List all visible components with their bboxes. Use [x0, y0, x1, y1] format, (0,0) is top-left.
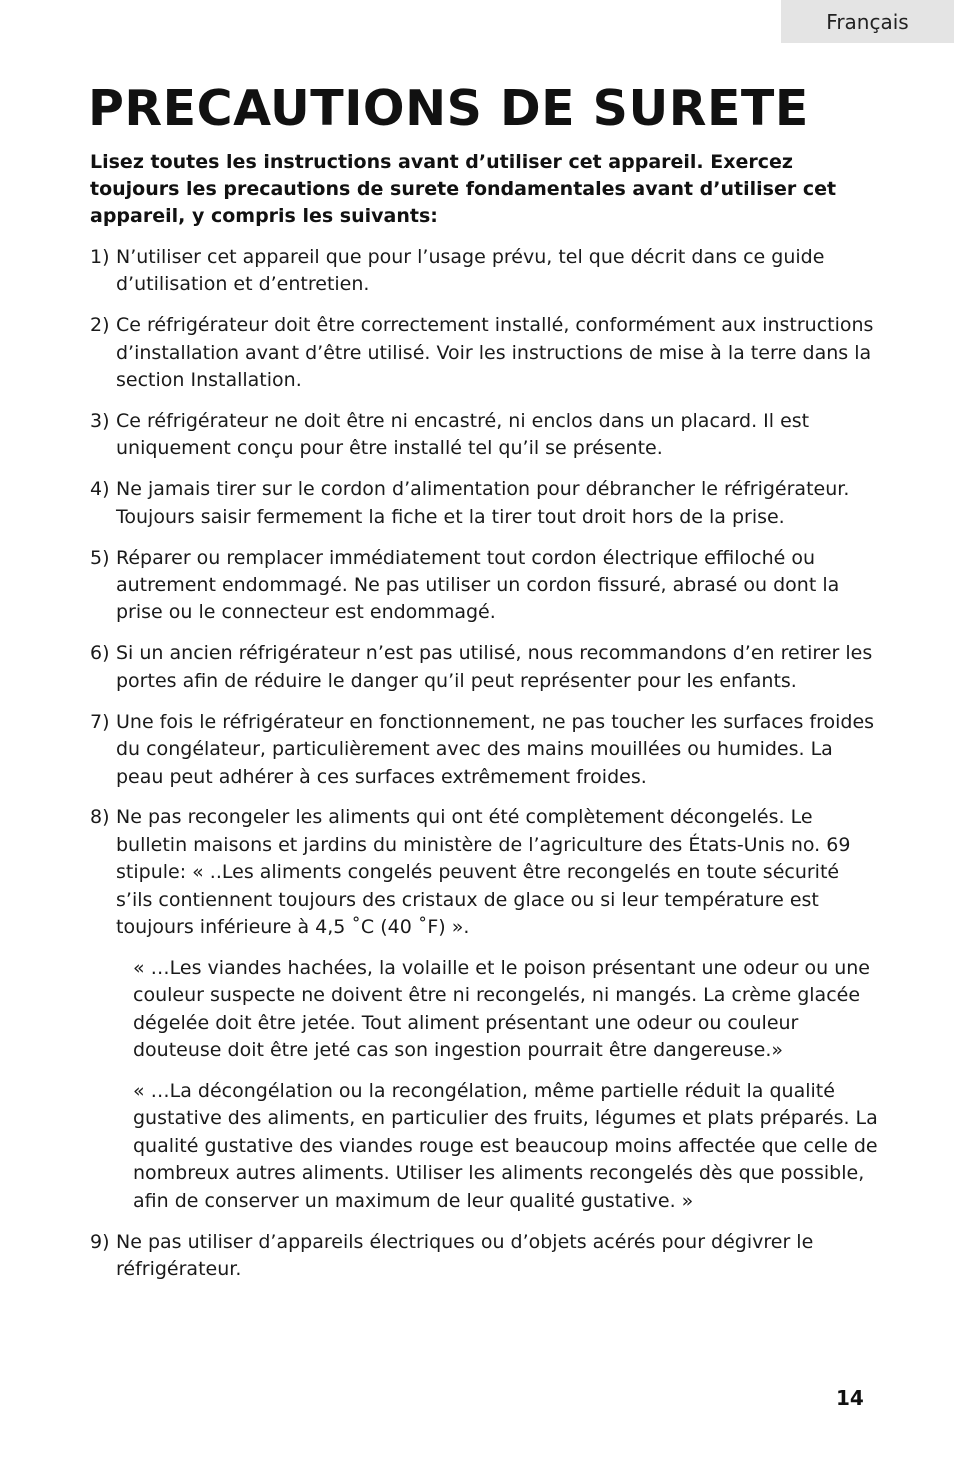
list-item [90, 1229, 880, 1284]
list-item [90, 244, 880, 299]
item-number: 7) [90, 710, 110, 733]
page-title: PRECAUTIONS DE SURETE [88, 80, 809, 137]
language-tab: Français [781, 0, 954, 43]
precautions-list [90, 244, 880, 1297]
quote-paragraph: « …La décongélation ou la recongélation, même partielle réduit la qualité gustative des aliments, en particulier des fruits, légumes et plats préparés. La qualité gustative des viandes rouge est beaucoup moins affectée que celle de nombreux autres aliments. Utiliser les aliments recongelés dès que possible, afin de conserver un maximum de leur qualité gustative. » [133, 1080, 878, 1212]
list-item [90, 545, 880, 627]
item-number: 5) [90, 546, 110, 569]
item-number: 3) [90, 410, 110, 433]
item-number: 2) [90, 314, 110, 337]
item-text: N’utiliser cet appareil que pour l’usage prévu, tel que décrit dans ce guide d’utilisation et d’entretien. [116, 246, 825, 296]
list-item [90, 804, 880, 941]
item-number: 4) [90, 478, 110, 501]
page-number: 14 [836, 1386, 864, 1410]
item-text: Ce réfrigérateur doit être correctement installé, conformément aux instructions d’installation avant d’être utilisé. Voir les instructions de mise à la terre dans la section Installation. [116, 314, 874, 392]
list-item [90, 408, 880, 463]
item-text: Réparer ou remplacer immédiatement tout cordon électrique effiloché ou autrement endommagé. Ne pas utiliser un cordon fissuré, abrasé ou dont la prise ou le connecteur est endommagé. [116, 546, 840, 624]
item-text: Ne pas recongeler les aliments qui ont été complètement décongelés. Le bulletin maisons et jardins du ministère de l’agriculture des États-Unis no. 69 stipule: « ..Les aliments congelés peuvent être recongelés en toute sécurité s’ils contiennent toujours des cristaux de glace ou si leur température est toujours inférieure à 4,5 ˚C (40 ˚F) ». [116, 806, 851, 939]
item-text: Une fois le réfrigérateur en fonctionnement, ne pas toucher les surfaces froides du congélateur, particulièrement avec des mains mouillées ou humides. La peau peut adhérer à ces surfaces extrêmement froides. [116, 710, 875, 788]
item-number: 9) [90, 1230, 110, 1253]
list-item [90, 640, 880, 695]
item-text: Ne jamais tirer sur le cordon d’alimentation pour débrancher le réfrigérateur. Toujours saisir fermement la fiche et la tirer tout droit hors de la prise. [116, 478, 850, 528]
item-text: Si un ancien réfrigérateur n’est pas utilisé, nous recommandons d’en retirer les portes afin de réduire le danger qu’il peut représenter pour les enfants. [116, 642, 873, 692]
list-item [90, 709, 880, 791]
item-text: Ce réfrigérateur ne doit être ni encastré, ni enclos dans un placard. Il est uniquement conçu pour être installé tel qu’il se présente. [116, 410, 810, 460]
item-number: 1) [90, 246, 110, 268]
item-number: 8) [90, 806, 110, 829]
list-item [90, 476, 880, 531]
intro-paragraph: Lisez toutes les instructions avant d’utiliser cet appareil. Exercez toujours les precautions de surete fondamentales avant d’utiliser cet appareil, y compris les suivants: [90, 151, 837, 227]
quote-paragraph: « …Les viandes hachées, la volaille et le poison présentant une odeur ou une couleur suspecte ne doivent être ni recongelés, ni mangés. La crème glacée dégelée doit être jetée. Tout aliment présentant une odeur ou couleur douteuse doit être jeté cas son ingestion pourrait être dangereuse.» [133, 956, 871, 1062]
item-text: Ne pas utiliser d’appareils électriques ou d’objets acérés pour dégivrer le réfrigérateur. [116, 1230, 814, 1280]
list-item [90, 312, 880, 394]
item-number: 6) [90, 642, 110, 665]
